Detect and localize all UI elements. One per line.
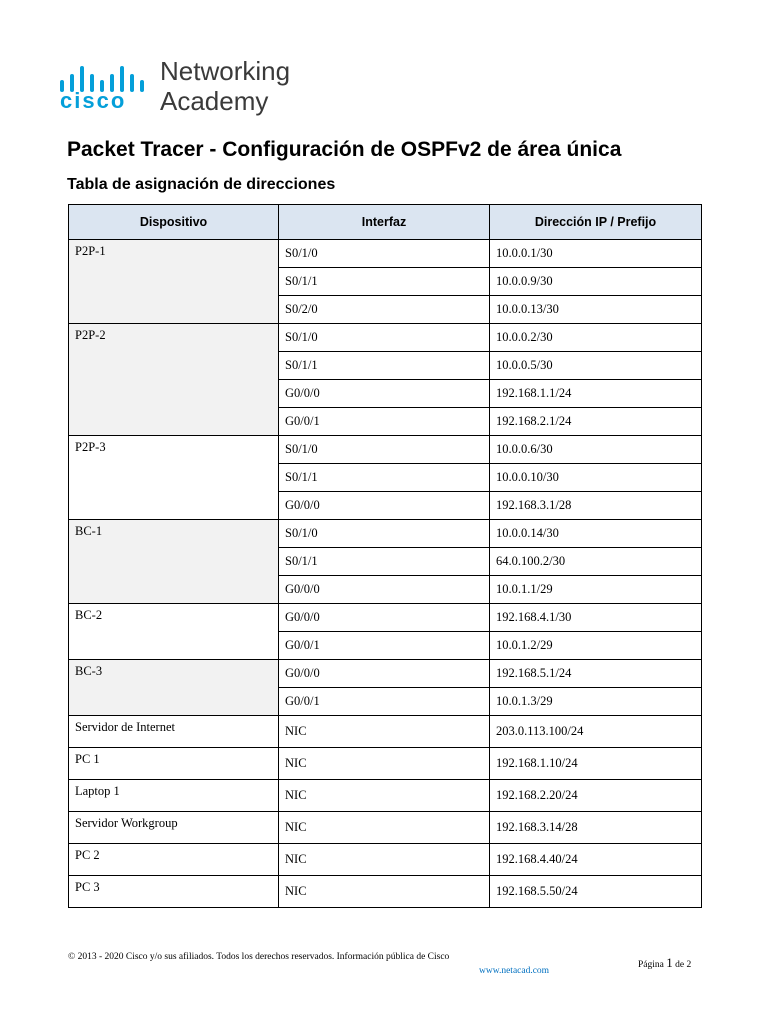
interface-cell: S0/1/1 (279, 352, 490, 380)
column-header-device: Dispositivo (69, 205, 279, 240)
device-cell: PC 3 (69, 876, 279, 908)
page-prefix: Página (638, 960, 664, 970)
ip-address-cell: 10.0.1.2/29 (490, 632, 702, 660)
ip-address-cell: 10.0.0.10/30 (490, 464, 702, 492)
table-row (69, 520, 702, 548)
page-number (638, 955, 691, 971)
interface-cell: S0/1/1 (279, 268, 490, 296)
device-cell: P2P-2 (69, 324, 279, 436)
copyright-notice: © 2013 - 2020 Cisco y/o sus afiliados. Todos los derechos reservados. Información pública de Cisco (68, 952, 450, 962)
device-cell: P2P-1 (69, 240, 279, 324)
device-cell: PC 2 (69, 844, 279, 876)
interface-cell: G0/0/0 (279, 576, 490, 604)
interface-cell: S0/2/0 (279, 296, 490, 324)
ip-address-cell: 10.0.0.5/30 (490, 352, 702, 380)
device-cell: Laptop 1 (69, 780, 279, 812)
ip-address-cell: 192.168.4.40/24 (490, 844, 702, 876)
interface-cell: G0/0/1 (279, 688, 490, 716)
document-title: Packet Tracer - Configuración de OSPFv2 de área única (67, 138, 622, 161)
table-row (69, 604, 702, 632)
interface-cell: NIC (279, 876, 490, 908)
interface-cell: S0/1/0 (279, 324, 490, 352)
table-row (69, 240, 702, 268)
ip-address-cell: 10.0.0.9/30 (490, 268, 702, 296)
ip-address-cell: 10.0.0.6/30 (490, 436, 702, 464)
ip-address-cell: 10.0.0.2/30 (490, 324, 702, 352)
interface-cell: G0/0/0 (279, 492, 490, 520)
ip-address-cell: 192.168.1.10/24 (490, 748, 702, 780)
interface-cell: NIC (279, 812, 490, 844)
ip-address-cell: 192.168.2.20/24 (490, 780, 702, 812)
ip-address-cell: 10.0.0.13/30 (490, 296, 702, 324)
ip-address-cell: 192.168.2.1/24 (490, 408, 702, 436)
table-row (69, 436, 702, 464)
table-row (69, 748, 702, 780)
table-row (69, 876, 702, 908)
interface-cell: NIC (279, 780, 490, 812)
cisco-wordmark: cisco (60, 88, 127, 113)
table-row (69, 844, 702, 876)
interface-cell: G0/0/0 (279, 604, 490, 632)
device-cell: P2P-3 (69, 436, 279, 520)
ip-address-cell: 192.168.5.1/24 (490, 660, 702, 688)
interface-cell: S0/1/1 (279, 548, 490, 576)
cisco-networking-academy-logo (60, 56, 320, 116)
ip-address-cell: 64.0.100.2/30 (490, 548, 702, 576)
table-row (69, 324, 702, 352)
footer-link[interactable]: www.netacad.com (479, 966, 550, 976)
interface-cell: S0/1/0 (279, 436, 490, 464)
interface-cell: S0/1/0 (279, 240, 490, 268)
column-header-ip: Dirección IP / Prefijo (490, 205, 702, 240)
ip-address-cell: 192.168.5.50/24 (490, 876, 702, 908)
device-cell: Servidor Workgroup (69, 812, 279, 844)
device-cell: BC-3 (69, 660, 279, 716)
interface-cell: S0/1/1 (279, 464, 490, 492)
page-total: 2 (686, 960, 692, 970)
interface-cell: G0/0/1 (279, 632, 490, 660)
column-header-interface: Interfaz (279, 205, 490, 240)
ip-address-cell: 192.168.3.14/28 (490, 812, 702, 844)
interface-cell: NIC (279, 748, 490, 780)
interface-cell: G0/0/1 (279, 408, 490, 436)
table-row (69, 716, 702, 748)
page-separator: de (675, 960, 685, 970)
ip-address-cell: 192.168.4.1/30 (490, 604, 702, 632)
logo-academy-text: Academy (160, 86, 269, 116)
section-heading: Tabla de asignación de direcciones (67, 176, 336, 193)
table-row (69, 812, 702, 844)
device-cell: BC-1 (69, 520, 279, 604)
device-cell: BC-2 (69, 604, 279, 660)
table-row (69, 660, 702, 688)
ip-address-cell: 10.0.0.1/30 (490, 240, 702, 268)
interface-cell: NIC (279, 844, 490, 876)
interface-cell: NIC (279, 716, 490, 748)
ip-address-cell: 192.168.3.1/28 (490, 492, 702, 520)
table-row (69, 780, 702, 812)
table-header-row (69, 205, 702, 240)
ip-address-cell: 10.0.1.1/29 (490, 576, 702, 604)
ip-address-cell: 10.0.1.3/29 (490, 688, 702, 716)
device-cell: PC 1 (69, 748, 279, 780)
addressing-table (68, 204, 702, 908)
interface-cell: S0/1/0 (279, 520, 490, 548)
ip-address-cell: 10.0.0.14/30 (490, 520, 702, 548)
device-cell: Servidor de Internet (69, 716, 279, 748)
logo-networking-text: Networking (160, 56, 291, 86)
interface-cell: G0/0/0 (279, 380, 490, 408)
ip-address-cell: 192.168.1.1/24 (490, 380, 702, 408)
interface-cell: G0/0/0 (279, 660, 490, 688)
page-current: 1 (666, 955, 673, 970)
ip-address-cell: 203.0.113.100/24 (490, 716, 702, 748)
